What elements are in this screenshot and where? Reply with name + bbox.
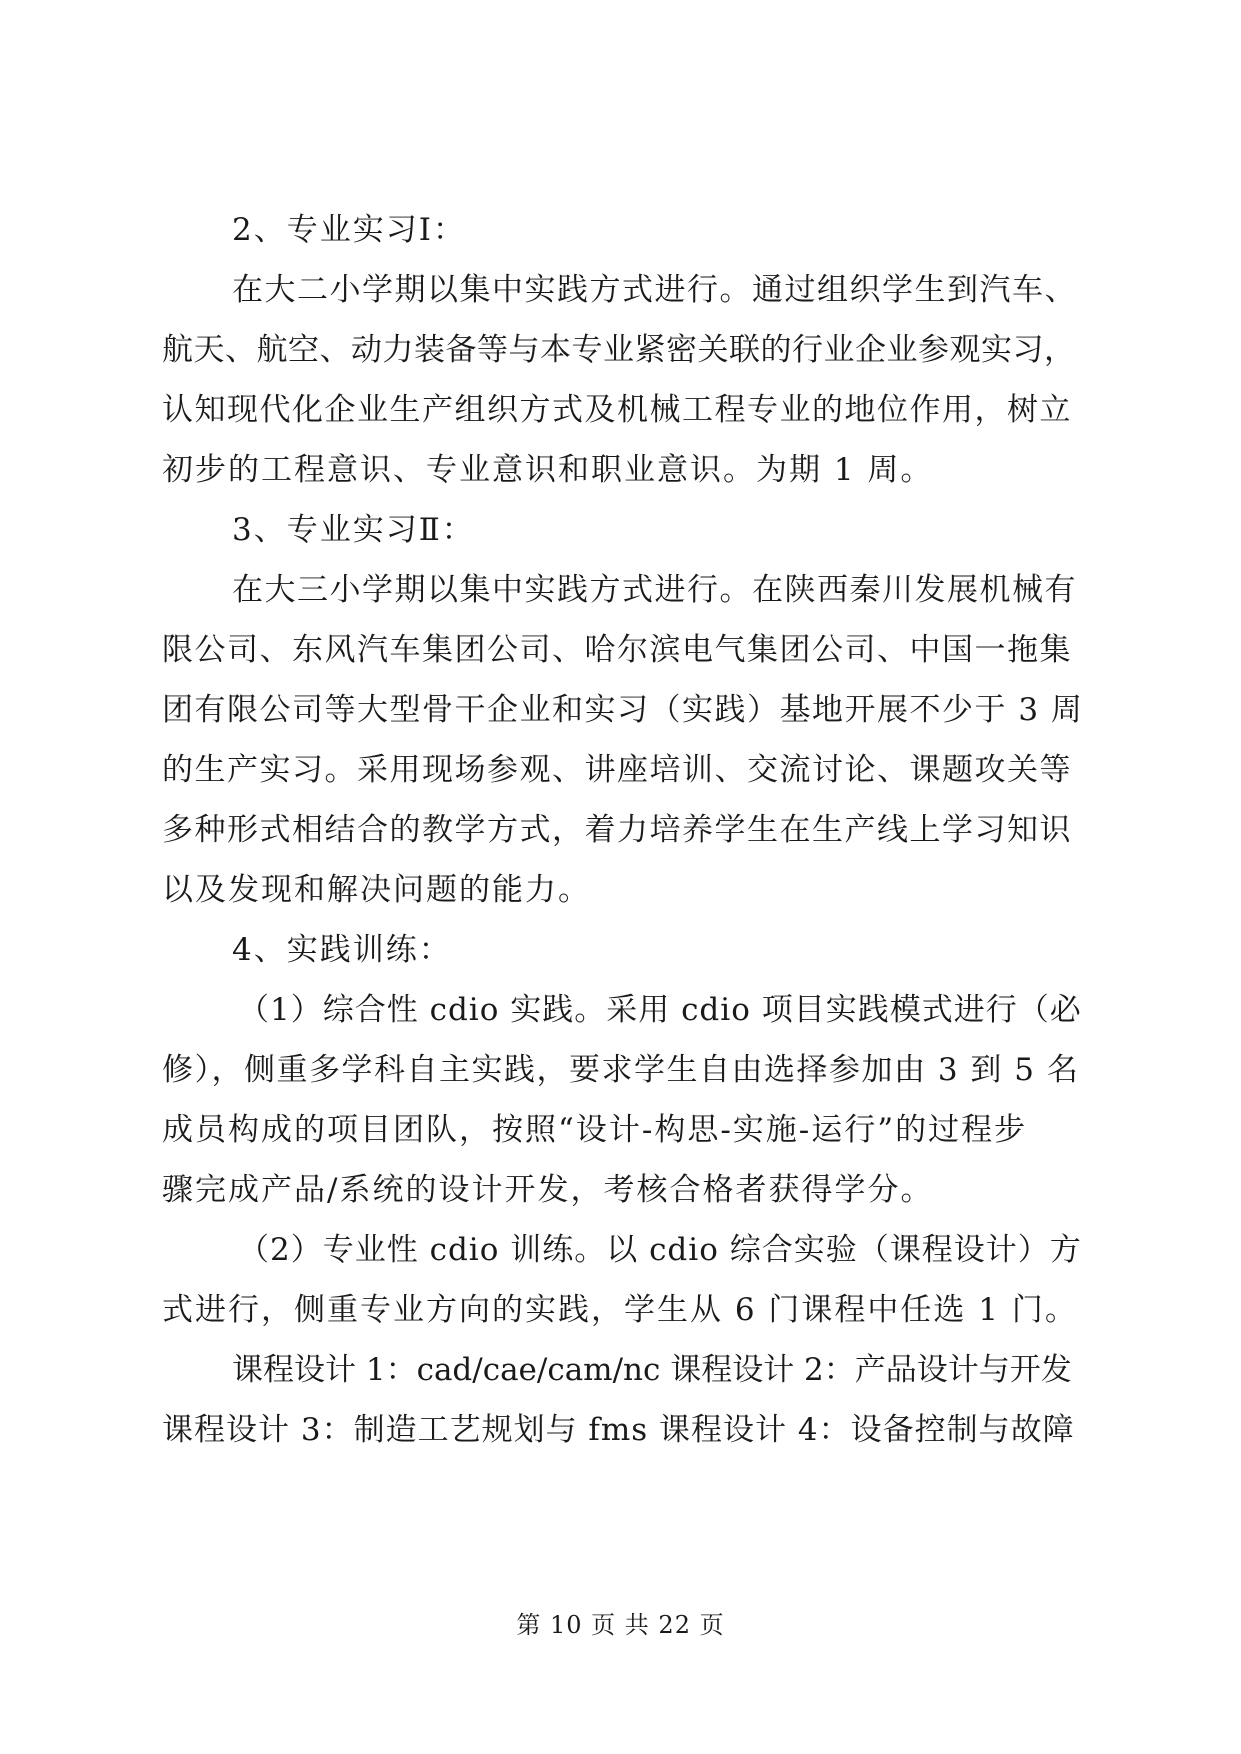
paragraph-line <box>0 866 1241 914</box>
text-line: 修），侧重多学科自主实践，要求学生自由选择参加由 3 到 5 名 <box>162 1052 1080 1088</box>
paragraph-line <box>0 386 1241 434</box>
text-line: （1）综合性 cdio 实践。采用 cdio 项目实践模式进行（必 <box>238 992 1082 1028</box>
paragraph-line <box>0 626 1241 674</box>
heading-practice-training <box>0 926 1241 974</box>
paragraph-line <box>0 326 1241 374</box>
paragraph-line <box>0 446 1241 494</box>
text-line: 多种形式相结合的教学方式，着力培养学生在生产线上学习知识 <box>162 812 1072 848</box>
paragraph-line <box>0 986 1241 1034</box>
paragraph-line <box>0 746 1241 794</box>
text-line: 限公司、东风汽车集团公司、哈尔滨电气集团公司、中国一拖集 <box>162 632 1072 668</box>
text-line: 航天、航空、动力装备等与本专业紧密关联的行业企业参观实习， <box>162 332 1076 368</box>
text-line: 团有限公司等大型骨干企业和实习（实践）基地开展不少于 3 周 <box>162 692 1084 728</box>
paragraph-line <box>0 266 1241 314</box>
paragraph-line <box>0 1286 1241 1334</box>
text-line: 认知现代化企业生产组织方式及机械工程专业的地位作用，树立 <box>162 392 1072 428</box>
paragraph-line <box>0 1106 1241 1154</box>
text-line: （2）专业性 cdio 训练。以 cdio 综合实验（课程设计）方 <box>238 1232 1082 1268</box>
text-line: 课程设计 3：制造工艺规划与 fms 课程设计 4：设备控制与故障 <box>162 1412 1075 1448</box>
text-line: 初步的工程意识、专业意识和职业意识。为期 1 周。 <box>162 452 934 488</box>
text-line: 课程设计 1：cad/cae/cam/nc 课程设计 2：产品设计与开发 <box>232 1352 1072 1388</box>
paragraph-line <box>0 1406 1241 1454</box>
paragraph-line <box>0 1166 1241 1214</box>
paragraph-line <box>0 1046 1241 1094</box>
paragraph-line <box>0 566 1241 614</box>
text-line: 骤完成产品/系统的设计开发，考核合格者获得学分。 <box>162 1172 934 1208</box>
heading-internship-1 <box>0 206 1241 254</box>
text-line: 2、专业实习Ⅰ： <box>232 212 466 248</box>
heading-internship-2 <box>0 506 1241 554</box>
text-line: 3、专业实习Ⅱ： <box>232 512 475 548</box>
text-line: 的生产实习。采用现场参观、讲座培训、交流讨论、课题攻关等 <box>162 752 1072 788</box>
paragraph-line <box>0 686 1241 734</box>
paragraph-line <box>0 1346 1241 1394</box>
page-number-footer: 第 10 页 共 22 页 <box>516 1611 725 1639</box>
text-line: 在大二小学期以集中实践方式进行。通过组织学生到汽车、 <box>232 272 1077 308</box>
text-line: 式进行，侧重专业方向的实践，学生从 6 门课程中任选 1 门。 <box>162 1292 1078 1328</box>
paragraph-line <box>0 1226 1241 1274</box>
text-line: 在大三小学期以集中实践方式进行。在陕西秦川发展机械有 <box>232 572 1077 608</box>
text-line: 成员构成的项目团队，按照“设计-构思-实施-运行”的过程步 <box>162 1112 1028 1148</box>
paragraph-line <box>0 806 1241 854</box>
text-line: 4、实践训练： <box>232 932 452 968</box>
text-line: 以及发现和解决问题的能力。 <box>162 872 591 908</box>
